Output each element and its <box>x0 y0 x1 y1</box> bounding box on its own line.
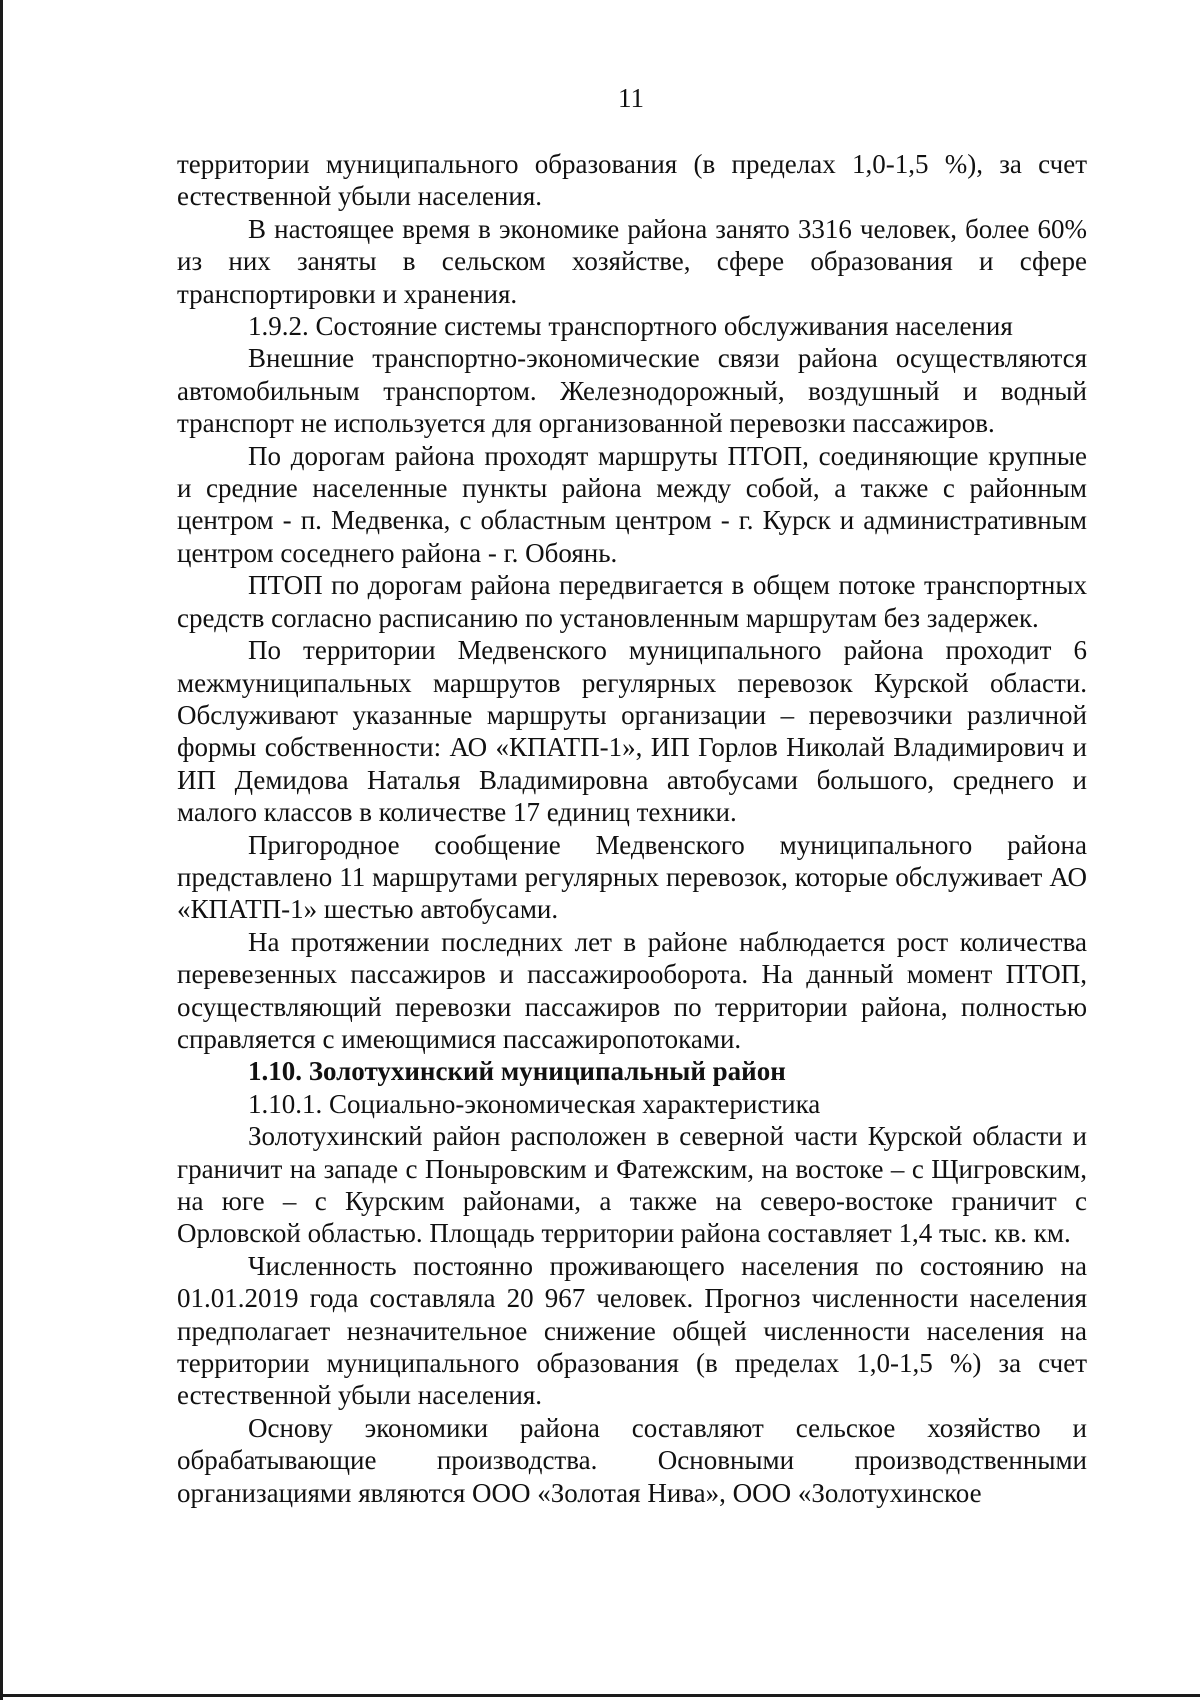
scan-border-left <box>0 0 3 1700</box>
paragraph-continuation: территории муниципального образования (в пределах 1,0-1,5 %), за счет естественной убыли населения. <box>177 149 1087 212</box>
paragraph-location: Золотухинский район расположен в северной части Курской области и граничит на западе с Поныровским и Фатежским, на востоке – с Щигровским, на юге – с Курским районами, а также на северо-востоке граничит с Орловской областью. Площадь территории района составляет 1,4 тыс. кв. км. <box>177 1121 1087 1249</box>
section-heading-1-10-1: 1.10.1. Социально-экономическая характеристика <box>248 1088 821 1119</box>
paragraph-population: Численность постоянно проживающего населения по состоянию на 01.01.2019 года составляла 20 967 человек. Прогноз численности населения предполагает незначительное снижение общей численности населения на территории муниципального образования (в пределах 1,0-1,5 %) за счет естественной убыли населения. <box>177 1250 1087 1411</box>
paragraph-economy: Основу экономики района составляют сельское хозяйство и обрабатывающие производства. Основными производственными организациями являются ООО «Золотая Нива», ООО «Золотухинское <box>177 1412 1087 1508</box>
document-body <box>177 148 1087 1509</box>
scan-border-bottom <box>0 1694 1200 1697</box>
section-heading-1-10: 1.10. Золотухинский муниципальный район <box>248 1056 786 1087</box>
page-number: 11 <box>618 83 644 113</box>
paragraph-intermunicipal-routes: По территории Медвенского муниципального района проходит 6 межмуниципальных маршрутов регулярных перевозок Курской области. Обслуживают указанные маршруты организации – перевозчики различной формы собственности: АО «КПАТП-1», ИП Горлов Николай Владимирович и ИП Демидова Наталья Владимировна автобусами большого, среднего и малого классов в количестве 17 единиц техники. <box>177 635 1087 828</box>
paragraph-ptop-traffic: ПТОП по дорогам района передвигается в общем потоке транспортных средств согласно расписанию по установленным маршрутам без задержек. <box>177 570 1087 633</box>
paragraph-employment: В настоящее время в экономике района занято 3316 человек, более 60% из них заняты в сельском хозяйстве, сфере образования и сфере транспортировки и хранения. <box>177 213 1087 309</box>
paragraph-suburban: Пригородное сообщение Медвенского муниципального района представлено 11 маршрутами регулярных перевозок, которые обслуживает АО «КПАТП-1» шестью автобусами. <box>177 829 1087 925</box>
paragraph-passenger-growth: На протяжении последних лет в районе наблюдается рост количества перевезенных пассажиров и пассажирооборота. На данный момент ПТОП, осуществляющий перевозки пассажиров по территории района, полностью справляется с имеющимися пассажиропотоками. <box>177 926 1087 1054</box>
paragraph-routes: По дорогам района проходят маршруты ПТОП, соединяющие крупные и средние населенные пункты района между собой, а также с районным центром - п. Медвенка, с областным центром - г. Курск и административным центром соседнего района - г. Обоянь. <box>177 440 1087 568</box>
paragraph-transport-links: Внешние транспортно-экономические связи района осуществляются автомобильным транспортом. Железнодорожный, воздушный и водный транспорт не используется для организованной перевозки пассажиров. <box>177 343 1087 439</box>
section-heading-1-9-2: 1.9.2. Состояние системы транспортного обслуживания населения <box>248 311 1013 342</box>
